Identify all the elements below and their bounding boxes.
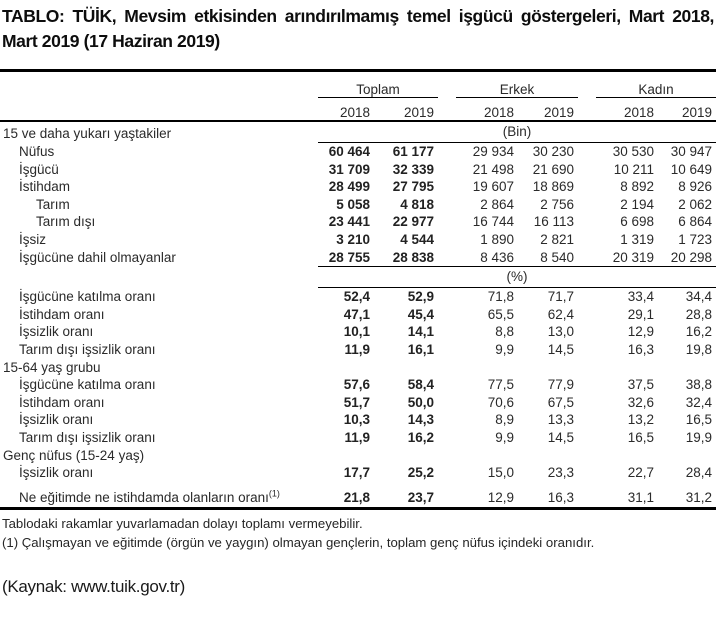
cell-value: 3 210 <box>336 231 370 247</box>
year-header: 2019 <box>374 98 438 122</box>
table-row <box>0 288 716 306</box>
year-header: 2018 <box>318 98 374 122</box>
column-gap <box>438 71 456 98</box>
cell-value: 22,7 <box>627 465 655 481</box>
cell-value: 30 947 <box>670 144 713 159</box>
table-row <box>0 376 716 394</box>
section-label: 15-64 yaş grubu <box>3 359 101 375</box>
column-gap <box>578 341 596 359</box>
cell-value: 62,4 <box>547 306 575 322</box>
row-label: İşgücüne dahil olmayanlar <box>19 250 176 266</box>
column-gap <box>578 429 596 447</box>
cell-value: 9,9 <box>495 429 514 445</box>
cell-value: 28,4 <box>685 465 713 481</box>
cell-value: 37,5 <box>627 377 655 393</box>
column-gap <box>578 482 596 509</box>
unit-label: (Bin) <box>318 121 716 143</box>
group-header-erkek: Erkek <box>456 71 578 98</box>
row-label: İşsizlik oranı <box>19 324 94 340</box>
column-gap <box>438 306 456 324</box>
group-header-kadin: Kadın <box>596 71 716 98</box>
column-gap <box>438 98 456 122</box>
table-row <box>0 161 716 179</box>
cell-value: 23 441 <box>328 214 370 230</box>
cell-value: 61 177 <box>392 144 434 159</box>
cell-value: 38,8 <box>685 377 713 393</box>
cell-value: 14,5 <box>547 341 575 357</box>
cell-value: 16,2 <box>407 429 434 445</box>
cell-value: 31,2 <box>685 490 713 506</box>
row-label: Ne eğitimde ne istihdamda olanların oranı$^{(1)}$ <box>19 488 280 506</box>
cell-value: 33,4 <box>627 289 655 305</box>
cell-value: 29 934 <box>472 144 514 159</box>
column-gap <box>438 143 456 161</box>
source-text: (Kaynak: www.tuik.gov.tr) <box>2 576 186 596</box>
cell-value: 71,8 <box>487 289 514 305</box>
column-gap <box>438 341 456 359</box>
row-label: İşgücüne katılma oranı <box>19 377 156 393</box>
column-gap <box>578 178 596 196</box>
table-row <box>0 429 716 447</box>
cell-value: 2 062 <box>678 196 713 212</box>
cell-value: 21,8 <box>343 490 370 506</box>
cell-value: 12,9 <box>487 490 514 506</box>
row-label: İstihdam oranı <box>19 394 105 410</box>
cell-value: 2 756 <box>540 196 575 212</box>
column-gap <box>438 429 456 447</box>
row-label: Tarım dışı işsizlik oranı <box>19 429 156 445</box>
column-gap <box>578 306 596 324</box>
cell-value: 31,1 <box>627 490 655 506</box>
cell-value: 20 319 <box>612 249 655 265</box>
row-label: İstihdam <box>19 179 71 195</box>
row-label: İşgücü <box>19 161 59 177</box>
table-row <box>0 196 716 214</box>
cell-value: 13,0 <box>547 324 575 340</box>
column-gap <box>578 411 596 429</box>
cell-value: 1 723 <box>678 231 713 247</box>
cell-value: 8 926 <box>678 179 713 195</box>
cell-value: 13,2 <box>627 412 655 428</box>
column-gap <box>438 213 456 231</box>
cell-value: 16,3 <box>547 490 575 506</box>
cell-value: 16,1 <box>407 341 434 357</box>
cell-value: 30 230 <box>532 144 575 159</box>
group-header-row <box>0 71 716 98</box>
cell-value: 34,4 <box>685 289 713 305</box>
corner-cell <box>0 71 318 98</box>
cell-value: 22 977 <box>392 214 434 230</box>
row-label: Nüfus <box>19 144 55 159</box>
cell-value: 8 892 <box>620 179 655 195</box>
unit-label: (%) <box>318 267 716 288</box>
cell-value: 19 607 <box>472 179 514 195</box>
cell-value: 10,3 <box>343 412 370 428</box>
cell-value: 2 864 <box>480 196 514 212</box>
table-row <box>0 359 716 377</box>
column-gap <box>438 196 456 214</box>
column-gap <box>438 482 456 509</box>
cell-value: 4 544 <box>400 231 434 247</box>
column-gap <box>578 196 596 214</box>
cell-value: 19,8 <box>685 341 713 357</box>
corner-cell <box>0 98 318 122</box>
cell-value: 31 709 <box>328 161 370 177</box>
table-row <box>0 213 716 231</box>
column-gap <box>438 323 456 341</box>
cell-value: 50,0 <box>407 394 434 410</box>
cell-value: 13,3 <box>547 412 575 428</box>
row-label: Tarım dışı işsizlik oranı <box>19 341 156 357</box>
column-gap <box>578 161 596 179</box>
cell-value: 11,9 <box>344 429 370 445</box>
cell-value: 77,5 <box>487 377 514 393</box>
column-gap <box>578 376 596 394</box>
cell-value: 23,7 <box>407 490 434 506</box>
cell-value: 25,2 <box>407 465 434 481</box>
cell-value: 2 194 <box>620 196 655 212</box>
cell-value: 8 436 <box>480 249 514 265</box>
table-row <box>0 306 716 324</box>
cell-value: 10,1 <box>343 324 370 340</box>
cell-value: 11,9 <box>344 341 370 357</box>
table-row <box>0 394 716 412</box>
column-gap <box>578 231 596 249</box>
labor-force-table <box>0 69 716 510</box>
column-gap <box>578 288 596 306</box>
cell-value: 28,8 <box>685 306 713 322</box>
cell-value: 2 821 <box>540 231 575 247</box>
cell-value: 14,3 <box>407 412 434 428</box>
cell-value: 16,3 <box>627 341 655 357</box>
year-header: 2019 <box>658 98 716 122</box>
row-label: İşgücüne katılma oranı <box>19 289 156 305</box>
column-gap <box>438 178 456 196</box>
cell-value: 8 540 <box>540 249 575 265</box>
cell-value: 21 690 <box>532 161 575 177</box>
column-gap <box>438 249 456 267</box>
cell-value: 14,5 <box>547 429 575 445</box>
cell-value: 58,4 <box>407 377 434 393</box>
group-header-toplam: Toplam <box>318 71 438 98</box>
cell-value: 32 339 <box>392 161 434 177</box>
cell-value: 6 698 <box>620 214 655 230</box>
cell-value: 19,9 <box>685 429 713 445</box>
column-gap <box>438 464 456 482</box>
cell-value: 5 058 <box>336 196 370 212</box>
cell-value: 18 869 <box>532 179 575 195</box>
column-gap <box>438 376 456 394</box>
table-row <box>0 411 716 429</box>
cell-value: 47,1 <box>343 306 370 322</box>
cell-value: 12,9 <box>627 324 655 340</box>
column-gap <box>578 464 596 482</box>
cell-value: 60 464 <box>328 144 370 159</box>
cell-value: 17,7 <box>343 465 370 481</box>
cell-value: 52,4 <box>343 289 370 305</box>
table-row <box>0 482 716 509</box>
column-gap <box>438 161 456 179</box>
table-row <box>0 447 716 465</box>
cell-value: 10 211 <box>613 161 655 177</box>
column-gap <box>438 288 456 306</box>
column-gap <box>578 323 596 341</box>
column-gap <box>578 71 596 98</box>
column-gap <box>438 394 456 412</box>
section-label: 15 ve daha yukarı yaştakiler <box>3 125 172 141</box>
table-row <box>0 464 716 482</box>
column-gap <box>578 143 596 161</box>
column-gap <box>578 249 596 267</box>
year-header-row <box>0 98 716 122</box>
row-label: İşsizlik oranı <box>19 412 94 428</box>
cell-value: 9,9 <box>495 341 514 357</box>
cell-value: 67,5 <box>547 394 575 410</box>
column-gap <box>438 411 456 429</box>
footnote-neet-definition: (1) Çalışmayan ve eğitimde (örgün ve yaygın) olmayan gençlerin, toplam genç nüfus içindeki oranıdır. <box>2 535 595 551</box>
cell-value: 28 755 <box>328 249 370 265</box>
table-row <box>0 121 716 143</box>
cell-value: 28 499 <box>328 179 370 195</box>
cell-value: 32,4 <box>685 394 713 410</box>
table-row <box>0 323 716 341</box>
cell-value: 29,1 <box>627 306 655 322</box>
column-gap <box>578 98 596 122</box>
cell-value: 30 530 <box>612 144 655 159</box>
table-row <box>0 231 716 249</box>
row-label: İşsiz <box>19 231 46 247</box>
row-label: İstihdam oranı <box>19 306 105 322</box>
year-header: 2018 <box>456 98 518 122</box>
column-gap <box>578 394 596 412</box>
cell-value: 27 795 <box>392 179 434 195</box>
cell-value: 16 113 <box>533 214 575 230</box>
footnote-rounding: Tablodaki rakamlar yuvarlamadan dolayı toplamı vermeyebilir. <box>2 515 363 531</box>
table-row <box>0 178 716 196</box>
cell-value: 57,6 <box>343 377 370 393</box>
cell-value: 52,9 <box>407 289 434 305</box>
cell-value: 77,9 <box>547 377 575 393</box>
year-header: 2018 <box>596 98 658 122</box>
cell-value: 32,6 <box>627 394 655 410</box>
cell-value: 20 298 <box>670 249 713 265</box>
table-row <box>0 267 716 288</box>
table-row <box>0 143 716 161</box>
column-gap <box>578 213 596 231</box>
cell-value: 15,0 <box>487 465 514 481</box>
table-header <box>0 71 716 122</box>
cell-value: 14,1 <box>407 324 434 340</box>
cell-value: 8,8 <box>495 324 514 340</box>
cell-value: 70,6 <box>487 394 514 410</box>
row-label: İşsizlik oranı <box>19 465 94 481</box>
cell-value: 1 319 <box>620 231 655 247</box>
cell-value: 8,9 <box>495 412 514 428</box>
row-label: Tarım dışı <box>36 214 96 230</box>
cell-value: 10 649 <box>670 161 713 177</box>
cell-value: 45,4 <box>407 306 434 322</box>
cell-value: 1 890 <box>480 231 514 247</box>
cell-value: 16,2 <box>685 324 713 340</box>
footnote-marker: (1) <box>268 488 280 499</box>
cell-value: 51,7 <box>343 394 370 410</box>
cell-value: 6 864 <box>678 214 713 230</box>
cell-value: 4 818 <box>400 196 434 212</box>
section-label: Genç nüfus (15-24 yaş) <box>3 447 145 463</box>
row-label: Tarım <box>36 196 70 212</box>
table-row <box>0 341 716 359</box>
section-label <box>0 267 318 288</box>
cell-value: 21 498 <box>472 161 514 177</box>
cell-value: 28 838 <box>392 249 434 265</box>
cell-value: 65,5 <box>487 306 514 322</box>
year-header: 2019 <box>518 98 578 122</box>
footnotes <box>2 514 714 553</box>
cell-value: 71,7 <box>547 289 575 305</box>
table-row <box>0 249 716 267</box>
table-title: TABLO: TÜİK, Mevsim etkisinden arındırılmamış temel işgücü göstergeleri, Mart 2018, Mart 2019 (17 Haziran 2019) <box>2 6 714 51</box>
table-body <box>0 121 716 508</box>
column-gap <box>438 231 456 249</box>
cell-value: 16 744 <box>472 214 514 230</box>
cell-value: 16,5 <box>627 429 655 445</box>
cell-value: 23,3 <box>547 465 575 481</box>
cell-value: 16,5 <box>685 412 713 428</box>
